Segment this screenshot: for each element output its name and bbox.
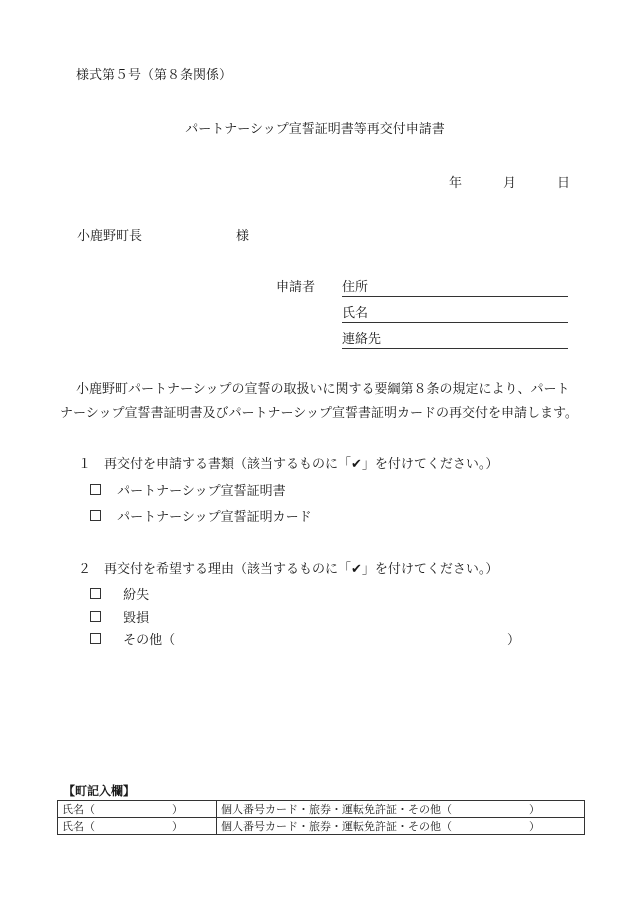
form-number: 様式第５号（第８条関係） [76, 68, 233, 83]
body-text-line-2: ナーシップ宣誓書証明書及びパートナーシップ宣誓書証明カードの再交付を申請します。 [60, 406, 578, 421]
id-document-cell[interactable]: 個人番号カード・旅券・運転免許証・その他（ ） [217, 818, 585, 835]
section2-heading: ２ 再交付を希望する理由（該当するものに「✔」を付けてください。） [78, 562, 499, 577]
section1-heading: １ 再交付を申請する書類（該当するものに「✔」を付けてください。） [78, 457, 499, 472]
contact-field[interactable] [342, 332, 568, 349]
name-cell[interactable]: 氏名（ ） [58, 818, 217, 835]
other-reason-close-paren: ） [507, 633, 521, 648]
checkbox[interactable] [90, 588, 101, 599]
address-label: 住所 [342, 280, 369, 295]
table-row [58, 801, 585, 818]
contact-label: 連絡先 [342, 332, 382, 347]
addressee-honorific: 様 [236, 229, 250, 244]
address-field[interactable] [342, 280, 568, 297]
checkbox[interactable] [90, 611, 101, 622]
office-use-table [57, 800, 585, 835]
section2-option-other[interactable] [90, 633, 175, 649]
table-row [58, 818, 585, 835]
office-use-heading: 【町記入欄】 [63, 784, 136, 798]
section1-option-certificate[interactable] [90, 484, 286, 500]
applicant-label: 申請者 [276, 280, 316, 295]
section2-option-lost[interactable] [90, 588, 149, 604]
checkbox[interactable] [90, 484, 101, 495]
section1-option-card[interactable] [90, 510, 312, 526]
name-label: 氏名 [342, 306, 369, 321]
addressee-name: 小鹿野町長 [77, 229, 143, 244]
checkbox[interactable] [90, 510, 101, 521]
option-label: その他（ [123, 633, 176, 648]
body-text-line-1: 小鹿野町パートナーシップの宣誓の取扱いに関する要綱第８条の規定により、パート [76, 382, 570, 397]
option-label: 紛失 [123, 588, 150, 603]
option-label: 毀損 [123, 611, 150, 626]
id-document-cell[interactable]: 個人番号カード・旅券・運転免許証・その他（ ） [217, 801, 585, 818]
option-label: パートナーシップ宣誓証明書 [117, 484, 286, 499]
section2-option-damaged[interactable] [90, 611, 149, 627]
document-title: パートナーシップ宣誓証明書等再交付申請書 [185, 122, 445, 137]
checkbox[interactable] [90, 633, 101, 644]
date-day-label: 日 [557, 176, 571, 191]
name-cell[interactable]: 氏名（ ） [58, 801, 217, 818]
option-label: パートナーシップ宣誓証明カード [117, 510, 312, 525]
date-month-label: 月 [503, 176, 517, 191]
name-field[interactable] [342, 306, 568, 323]
date-year-label: 年 [449, 176, 463, 191]
